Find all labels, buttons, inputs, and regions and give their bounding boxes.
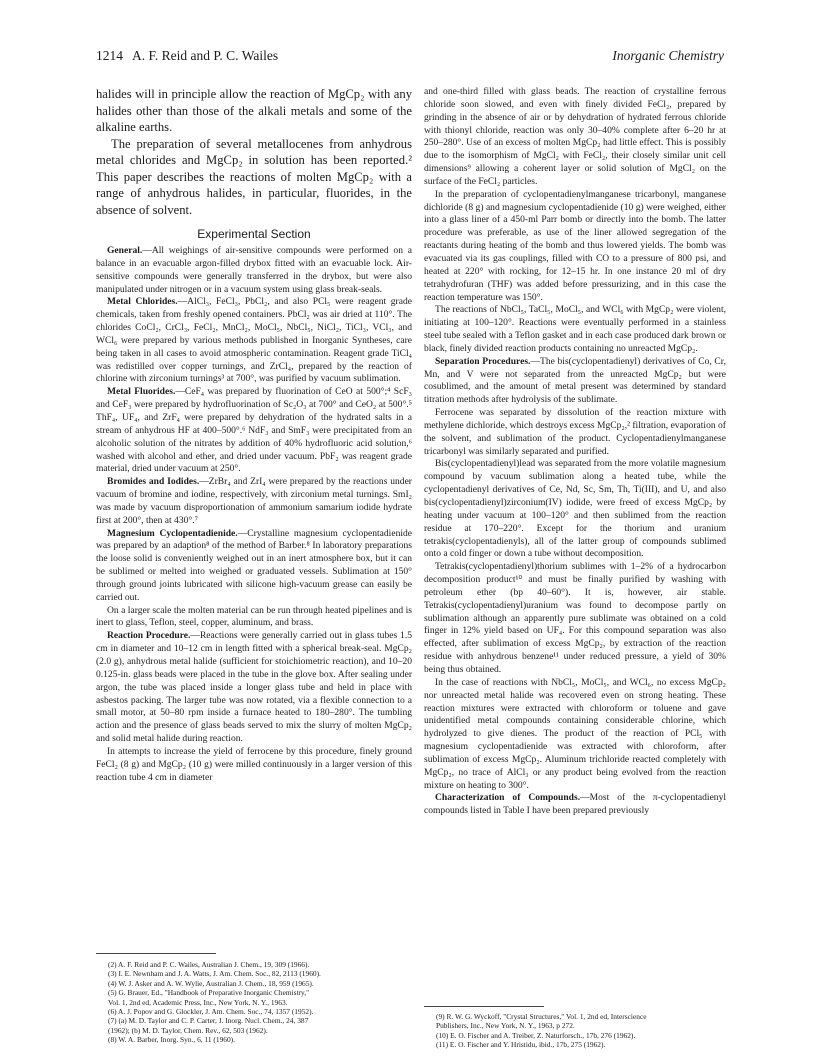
paragraph-characterization bbox=[424, 792, 726, 818]
footnote: (10) E. O. Fischer and A. Treiber, Z. Naturforsch., 17b, 276 (1962). bbox=[436, 1030, 636, 1040]
footnotes-left bbox=[108, 960, 412, 1045]
paragraph-reaction-procedure bbox=[96, 630, 412, 746]
footnote: (2) A. F. Reid and P. C. Wailes, Australian J. Chem., 19, 309 (1966). bbox=[108, 960, 310, 969]
paragraph-text: —Most of the π-cyclopentadienyl compounds listed in Table I have been prepared previously bbox=[424, 792, 727, 817]
paragraph-heading: Bromides and Iodides. bbox=[107, 476, 200, 488]
footnotes-right bbox=[436, 1012, 726, 1050]
paragraph-text: —CeF₄ was prepared by fluorination of CeO at 500°;⁴ ScF₃ and CeF₃ were prepared by hydrofluorination of Sc₂O₃ at 700° and CeO₂ at 500°.⁵ ThF₄, UF₄, and ZrF₄ were prepared by dehydration of the hydrated salts in a stream of anhydrous HF at 400–500°.⁶ NdF₃ and SmF₃ were precipitated from an alcoholic solution of the nitrates by addition of 40% hydrofluoric acid solution,⁶ washed with alcohol and ether, and dried under vacuum. PbF₂ was reagent grade material, dried under vacuum at 250°. bbox=[96, 386, 412, 475]
footnote: (6) A. J. Popov and G. Glockler, J. Am. Chem. Soc., 74, 1357 (1952). bbox=[108, 1007, 314, 1017]
paragraph-heading: Magnesium Cyclopentadienide. bbox=[107, 527, 238, 539]
paragraph-general bbox=[96, 245, 412, 296]
paragraph-heading: General. bbox=[107, 245, 143, 256]
footnote: Vol. 1, 2nd ed, Academic Press, Inc., New York, N. Y., 1963. bbox=[108, 997, 288, 1007]
right-column bbox=[424, 86, 726, 818]
paragraph-tetrakis: Tetrakis(cyclopentadienyl)thorium sublimes with 1–2% of a hydrocarbon decomposition product¹⁰ and must be finally purified by washing with petroleum ether (bp 40–60°). It is, however, air stable. Tetrakis(cyclopentadienyl)uranium was found to decompose partly on sublimation although an apparently pure sublimate was obtained on a cold finger in 12% yield based on UF₄. For this compound separation was also effected, after sublimation of excess MgCp₂, by extraction of the reaction residue with anhydrous benzene¹¹ under reduced pressure, a yield of 30% being thus obtained. bbox=[424, 561, 726, 675]
footnote: (4) W. J. Asker and A. W. Wylie, Australian J. Chem., 18, 959 (1965). bbox=[108, 978, 314, 988]
paragraph-text: —The bis(cyclopentadienyl) derivatives of Co, Cr, Mn, and V were not separated from the unreacted MgCp₂ but were cosublimed, and the amount of metal present was determined by standard titration methods after hydrolysis of the sublimate. bbox=[424, 355, 726, 406]
paragraph-metal-chlorides bbox=[96, 296, 412, 386]
paragraph-separation-procedures bbox=[424, 356, 726, 407]
paragraph-violent-reactions: The reactions of NbCl₅, TaCl₅, MoCl₅, and WCl₆ with MgCp₂ were violent, initiating at 100–120°. Reactions were eventually performed in a stainless steel tube sealed with a Teflon gasket and in each case produced dark brown or black, finely divided reaction products containing no unreacted MgCp₂. bbox=[424, 304, 726, 354]
paragraph-heading: Metal Fluorides. bbox=[107, 386, 176, 398]
paragraph-text: —AlCl₃, FeCl₃, PbCl₂, and also PCl₅ were reagent grade chemicals, taken from freshly opened containers. PbCl₂ was air dried at 110°. The chlorides CoCl₂, CrCl₃, FeCl₂, MnCl₂, MoCl₅, NbCl₅, NiCl₂, TiCl₃, VCl₃, and WCl₆ were prepared by various methods published in Inorganic Syntheses, care being taken in all cases to avoid atmospheric contamination. Reagent grade TiCl₄ was redistilled over copper turnings, and ZrCl₄, prepared by the reaction of chlorine with zirconium turnings³ at 700°, was purified by vacuum sublimation. bbox=[96, 296, 412, 385]
footnote: Publishers, Inc., New York, N. Y., 1963, p 272. bbox=[436, 1021, 575, 1031]
running-header bbox=[96, 48, 724, 66]
journal-name: Inorganic Chemistry bbox=[612, 48, 724, 63]
paragraph-bromides-iodides bbox=[96, 476, 412, 527]
paragraph-ferrocene-separation: Ferrocene was separated by dissolution of the reaction mixture with methylene dichloride, which destroys excess MgCp₂,² filtration, evaporation of the solvent, and sublimation of the product. Cyclopentadienylmanganese tricarbonyl was similarly separated and purified. bbox=[424, 407, 726, 457]
footnote: (1962); (b) M. D. Taylor, Chem. Rev., 62, 503 (1962). bbox=[108, 1025, 268, 1035]
footnote: (9) R. W. G. Wyckoff, "Crystal Structures," Vol. 1, 2nd ed, Interscience bbox=[436, 1012, 647, 1021]
footnote: (5) G. Brauer, Ed., "Handbook of Preparative Inorganic Chemistry," bbox=[108, 988, 310, 998]
paragraph-manganese: In the preparation of cyclopentadienylmanganese tricarbonyl, manganese dichloride (8 g) and magnesium cyclopentadienide (10 g) were weighed, either into a glass liner of a 450-ml Parr bomb or directly into the bomb. The latter procedure was preferable, as use of the liner allowed segregation of the reactants during heating of the bomb and thus lowered yields. The bomb was evacuated via its gas couplings, filled with CO to a pressure of 800 psi, and heated at 220° with rocking, for 12–15 hr. In one instance 20 ml of dry tetrahydrofuran (THF) was added before pressurizing, and in this case the reaction temperature was 150°. bbox=[424, 188, 726, 303]
paragraph-heading: Separation Procedures. bbox=[435, 355, 531, 367]
intro-paragraph: halides will in principle allow the reaction of MgCp₂ with any halides other than those of the alkali metals and some of the alkaline earths. bbox=[96, 87, 412, 134]
paragraph-text: —ZrBr₄ and ZrI₄ were prepared by the reactions under vacuum of bromine and iodine, respectively, with zirconium metal turnings. SmI₂ was made by vacuum disproportionation of ammonium samarium iodide hydrate first at 200°, then at 430°.⁷ bbox=[96, 476, 412, 526]
footnote: (7) (a) M. D. Taylor and C. P. Carter, J. Inorg. Nucl. Chem., 24, 387 bbox=[108, 1016, 309, 1026]
section-heading: Experimental Section bbox=[197, 227, 311, 241]
paragraph-heading: Characterization of Compounds. bbox=[435, 792, 581, 804]
paragraph-lead-separation: Bis(cyclopentadienyl)lead was separated from the more volatile magnesium compound by vacuum sublimation along a heated tube, while the cyclopentadienyl derivatives of Ce, Nd, Sc, Sm, Th, Ti(III), and U, and also bis(cyclopentadienyl)zirconium(IV) iodide, were freed of excess MgCp₂ by heating under vacuum at 100–120° and then sublimed from the reaction residue at 170–220°. Except for the thorium and uranium tetrakis(cyclopentadienyls), all of the latter group of compounds sublimed onto a cold finger or down a tube without decomposition. bbox=[424, 458, 726, 560]
paragraph-continuation: and one-third filled with glass beads. The reaction of crystalline ferrous chloride soon slowed, and even with finely divided FeCl₂, prepared by grinding in the absence of air or by dehydration of hydrated ferrous chloride with thionyl chloride, reaction was only 30–40% complete after 6–20 hr at 250–280°. Use of an excess of molten MgCp₂ had little effect. This is possibly due to the isomorphism of MgCl₂ with FeCl₂, their closely similar unit cell dimensions⁹ allowing a coherent layer or solid solution of MgCl₂ on the surface of the FeCl₂ particles. bbox=[424, 86, 726, 187]
footnote-divider bbox=[96, 953, 216, 954]
footnote: (3) I. E. Newnham and J. A. Watts, J. Am. Chem. Soc., 82, 2113 (1960). bbox=[108, 969, 321, 979]
footnote: (8) W. A. Barber, Inorg. Syn., 6, 11 (1960). bbox=[108, 1035, 235, 1045]
paragraph-ferrocene-attempts: In attempts to increase the yield of ferrocene by this procedure, finely ground FeCl₂ (8 g) and MgCp₂ (10 g) were milled continuously in a larger version of this reaction tube 4 cm in diameter bbox=[96, 745, 412, 783]
footnote: (11) E. O. Fischer and Y. Hristidu, ibid., 17b, 275 (1962). bbox=[436, 1040, 606, 1050]
paragraph-nbcl-reactions: In the case of reactions with NbCl₅, MoCl₅, and WCl₆, no excess MgCp₂ nor unreacted metal halide was recovered even on strong heating. These reaction mixtures were extracted with chloroform or toluene and gave unidentified metal compounds containing considerable chlorine, which hydrolyzed to give dienes. The product of the reaction of PCl₅ with magnesium cyclopentadienide was extracted with chloroform, after sublimation of excess MgCp₂. Aluminum trichloride reacted completely with MgCp₂, no trace of AlCl₃ or any product being evolved from the reaction mixture on heating to 300°. bbox=[424, 676, 726, 791]
paragraph-text: —Crystalline magnesium cyclopentadienide was prepared by an adaption⁸ of the method of Barber.⁸ In laboratory preparations the loose solid is conveniently weighed out in an inert atmosphere box, but it can be sublimed or melted into weighed or graduated vessels. Sublimation at 150° through ground joints lubricated with silicone high-vacuum grease can easily be carried out. bbox=[96, 527, 412, 603]
left-column bbox=[96, 86, 412, 784]
intro-paragraph: The preparation of several metallocenes from anhydrous metal chlorides and MgCp₂ in solution has been reported.² This paper describes the reactions of molten MgCp₂ with a range of anhydrous halides, in particular, fluorides, in the absence of solvent. bbox=[96, 136, 412, 217]
running-authors: A. F. Reid and P. C. Wailes bbox=[132, 48, 279, 63]
paragraph-heading: Metal Chlorides. bbox=[107, 296, 178, 308]
paragraph-larger-scale: On a larger scale the molten material can be run through heated pipelines and is inert to glass, Teflon, steel, copper, aluminum, and brass. bbox=[96, 604, 412, 629]
paragraph-text: —Reactions were generally carried out in glass tubes 1.5 cm in diameter and 10–12 cm in length fitted with a spherical break-seal. MgCp₂ (2.0 g), anhydrous metal halide (sufficient for stoichiometric reaction), and 10–20 0.125-in. glass beads were placed in the tube in the glove box. After sealing under argon, the tube was placed inside a longer glass tube and held in place with asbestos packing. The larger tube was now rotated, via a flexible connection to a small motor, at 50–80 rpm inside a furnace heated to 180–280°. The tumbling action and the presence of glass beads served to mix the slurry of molten MgCp₂ and solid metal halide during reaction. bbox=[96, 630, 412, 745]
page-number: 1214 bbox=[96, 48, 123, 63]
paragraph-metal-fluorides bbox=[96, 386, 412, 476]
paragraph-magnesium-cyclopentadienide bbox=[96, 528, 412, 605]
paragraph-text: —All weighings of air-sensitive compounds were performed on a balance in an evacuable argon-filled drybox fitted with an evacuable lock. Air-sensitive compounds were generally transferred in the drybox, but were also manipulated under nitrogen or in a vacuum system using glass break-seals. bbox=[96, 245, 412, 295]
footnote-divider bbox=[424, 1006, 544, 1007]
paragraph-heading: Reaction Procedure. bbox=[107, 630, 191, 642]
